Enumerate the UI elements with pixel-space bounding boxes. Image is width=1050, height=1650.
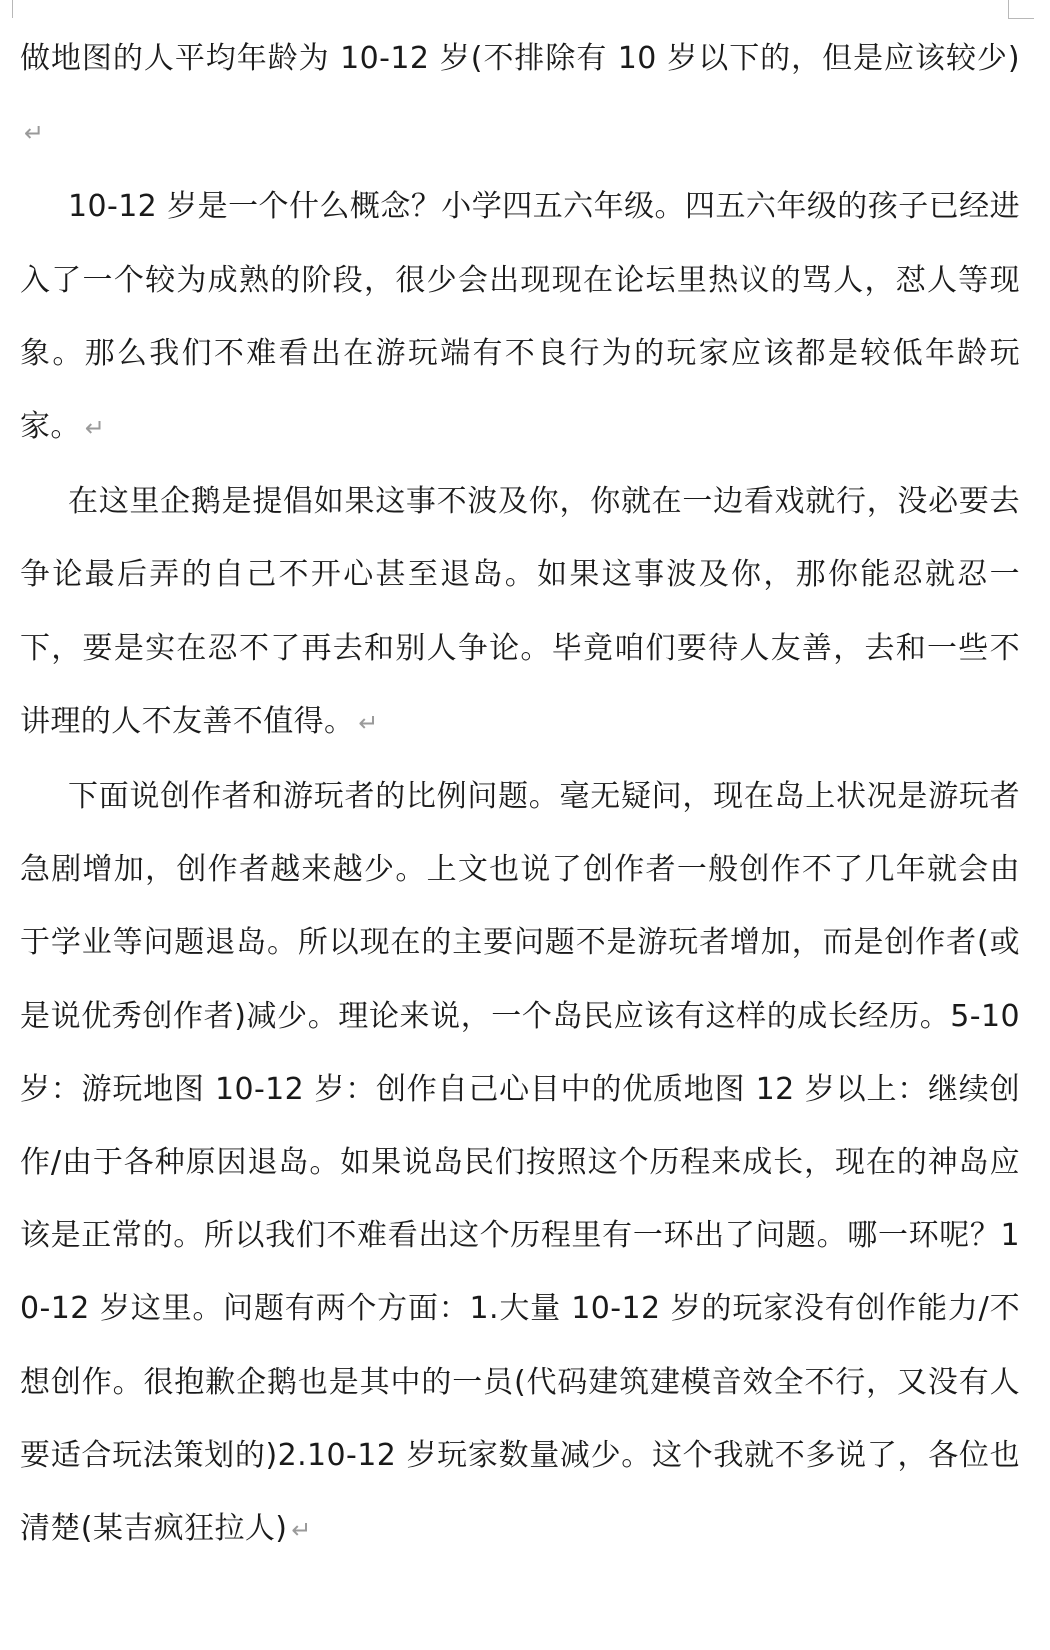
paragraph-3[interactable]	[20, 465, 1020, 760]
page-corner-mark-left	[12, 0, 13, 18]
page-corner-mark-right	[1008, 0, 1009, 18]
paragraph-mark-icon: ↵	[84, 414, 106, 443]
paragraph-2[interactable]	[20, 170, 1020, 465]
paragraph-text: 10-12 岁是一个什么概念？小学四五六年级。四五六年级的孩子已经进入了一个较为成熟的阶段，很少会出现现在论坛里热议的骂人，怼人等现象。那么我们不难看出在游玩端有不良行为的玩家应该都是较低年龄玩家。	[20, 189, 1020, 445]
document-body[interactable]	[20, 22, 1020, 1567]
page-corner-mark-right-horizontal	[1008, 18, 1034, 19]
paragraph-mark-icon: ↵	[358, 708, 379, 737]
paragraph-text: 下面说创作者和游玩者的比例问题。毫无疑问，现在岛上状况是游玩者急剧增加，创作者越来越少。上文也说了创作者一般创作不了几年就会由于学业等问题退岛。所以现在的主要问题不是游玩者增加，而是创作者(或是说优秀创作者)减少。理论来说，一个岛民应该有这样的成长经历。5-10 岁：游玩地图 10-12 岁：创作自己心目中的优质地图 12 岁以上：继续创作/由于各种原因退岛。如果说岛民们按照这个历程来成长，现在的神岛应该是正常的。所以我们不难看出这个历程里有一环出了问题。哪一环呢？10-12 岁这里。问题有两个方面：1.大量 10-12 岁的玩家没有创作能力/不想创作。很抱歉企鹅也是其中的一员(代码建筑建模音效全不行，又没有人要适合玩法策划的)2.10-12 岁玩家数量减少。这个我就不多说了，各位也清楚(某吉疯狂拉人)	[20, 779, 1020, 1547]
paragraph-1[interactable]	[20, 22, 1020, 170]
paragraph-mark-icon: ↵	[24, 119, 45, 148]
paragraph-text: 做地图的人平均年龄为 10-12 岁(不排除有 10 岁以下的，但是应该较少)	[20, 41, 1020, 76]
paragraph-text: 在这里企鹅是提倡如果这事不波及你，你就在一边看戏就行，没必要去争论最后弄的自己不开心甚至退岛。如果这事波及你，那你能忍就忍一下，要是实在忍不了再去和别人争论。毕竟咱们要待人友善，去和一些不讲理的人不友善不值得。	[20, 484, 1020, 739]
paragraph-mark-icon: ↵	[291, 1516, 312, 1545]
paragraph-4[interactable]	[20, 760, 1020, 1567]
